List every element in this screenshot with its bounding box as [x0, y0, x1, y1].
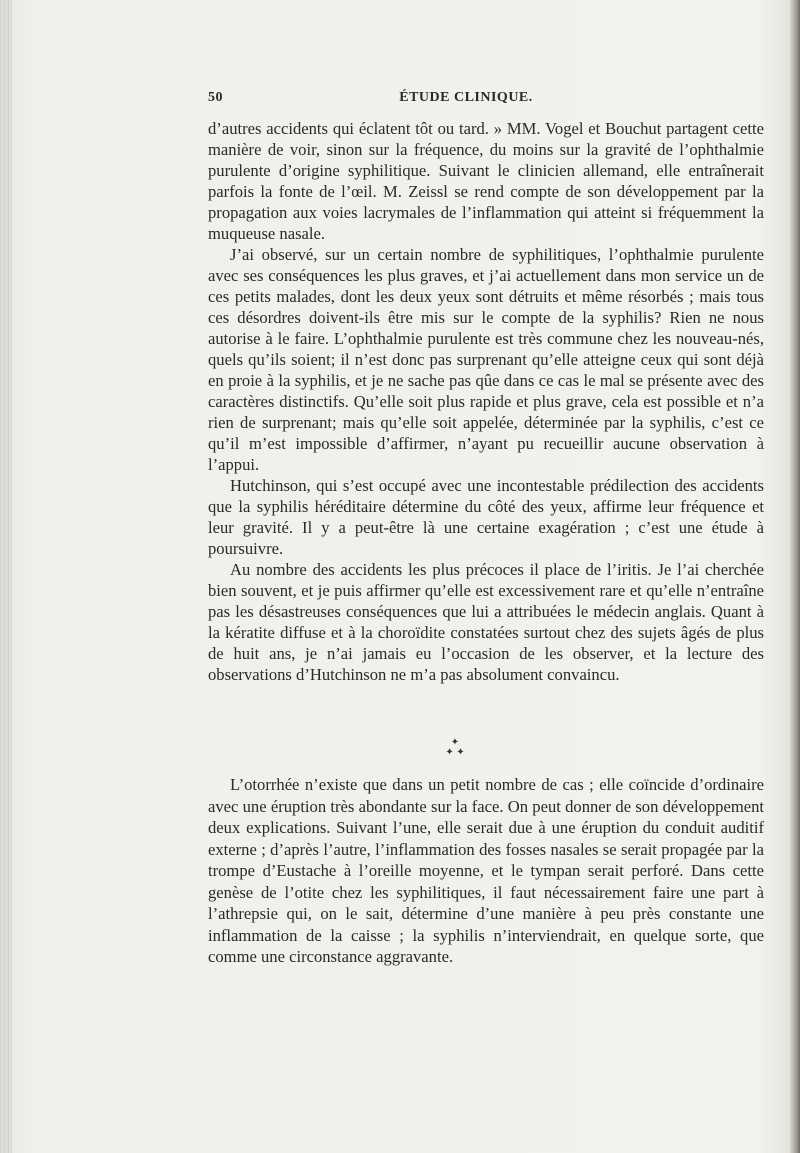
page-edge-right	[790, 0, 800, 1153]
page-gutter-left	[0, 0, 12, 1153]
body-text-section-2	[208, 774, 764, 968]
page-header	[208, 90, 764, 112]
running-title: ÉTUDE CLINIQUE.	[399, 90, 533, 105]
paragraph: d’autres accidents qui éclatent tôt ou tard. » MM. Vogel et Bouchut partagent cette manière de voir, sinon sur la fréquence, du moins sur la gravité de l’ophthalmie purulente d’origine syphilitique. Suivant le clinicien allemand, elle entraînerait parfois la fonte de l’œil. M. Zeissl se rend compte de son développement par la propagation aux voies lacrymales de l’inflammation qui atteint si fréquemment la muqueuse nasale.	[208, 119, 764, 243]
body-text-section-1	[208, 118, 764, 685]
page-number: 50	[208, 90, 223, 105]
paragraph: Au nombre des accidents les plus précoces il place de l’iritis. Je l’ai cherchée bien souvent, et je puis affirmer qu’elle est excessivement rare et qu’elle n’entraîne pas les désastreuses conséquences que lui a attribuées le médecin anglais. Quant à la kératite diffuse et à la choroïdite constatées surtout chez des sujets âgés de plus de huit ans, je n’ai jamais eu l’occasion de les observer, et la lecture des observations d’Hutchinson ne m’a pas absolument convaincu.	[208, 560, 764, 684]
paragraph: J’ai observé, sur un certain nombre de syphilitiques, l’ophthalmie purulente avec ses conséquences les plus graves, et j’ai actuellement dans mon service un de ces petits malades, dont les deux yeux sont détruits et même résorbés ; mais tous ces désordres doivent-ils être mis sur le compte de la syphilis? Rien ne nous autorise à le faire. L’ophthalmie purulente est très commune chez les nouveau-nés, quels qu’ils soient; il n’est donc pas surprenant qu’elle atteigne ceux qui sont déjà en proie à la syphilis, et je ne sache pas qûe dans ce cas le mal se présente avec des caractères distinctifs. Qu’elle soit plus rapide et plus grave, cela est possible et n’a rien de surprenant; mais qu’elle soit appelée, déterminée par la syphilis, c’est ce qu’il m’est impossible d’affirmer, n’ayant pu recueillir aucune observation à l’appui.	[208, 245, 764, 474]
paragraph: Hutchinson, qui s’est occupé avec une incontestable prédilection des accidents que la syphilis héréditaire détermine du côté des yeux, affirme leur fréquence et leur gravité. Il y a peut-être là une certaine exagération ; c’est une étude à poursuivre.	[208, 476, 764, 558]
asterism-top-star: ✦	[450, 737, 460, 748]
paragraph: L’otorrhée n’existe que dans un petit nombre de cas ; elle coïncide d’ordinaire avec une éruption très abondante sur la face. On peut donner de son développement deux explications. Suivant l’une, elle serait due à une éruption du conduit auditif externe ; d’après l’autre, l’inflammation des fosses nasales se serait propagée par la trompe d’Eustache à l’oreille moyenne, et le tympan serait perforé. Dans cette genèse de l’otite chez les syphilitiques, il faut nécessairement faire une part à l’athrepsie qui, on le sait, détermine d’une manière à peu près constante une inflammation de la caisse ; la syphilis n’interviendrait, en quelque sorte, que comme une circonstance aggravante.	[208, 775, 764, 966]
asterism-divider	[440, 738, 470, 762]
asterism-bottom-stars: ✦ ✦	[445, 747, 465, 758]
